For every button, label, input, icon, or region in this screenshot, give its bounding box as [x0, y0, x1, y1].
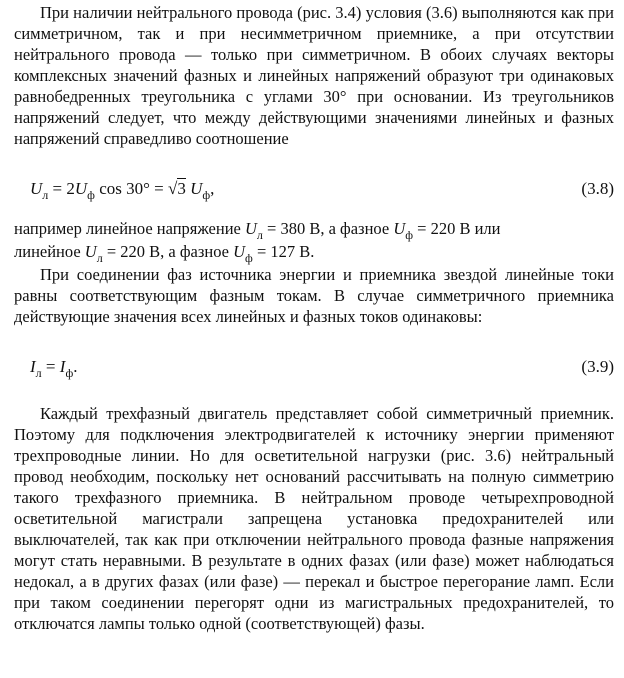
equation-3-9: [30, 356, 614, 380]
equation-3-8-formula: $U_л = 2U_ф$ cos 30° = √3 $U_ф$,: [30, 179, 215, 202]
paragraph-neutral-wire-conditions: При наличии нейтрального провода (рис. 3.4) условия (3.6) выполняются как при симметричном, так и при несимметричном приемнике, а при отсутствии нейтрального провода — только при симметричном. В обоих случаях векторы комплексных значений фазных и линейных напряжений образуют три одинаковых равнобедренных треугольника с углами 30° при основании. Из треугольников напряжений следует, что между действующими значениями линейных и фазных напряжений справедливо соотношение: [14, 3, 614, 148]
paragraph-star-connection-currents: При соединении фаз источника энергии и приемника звездой линейные токи равны соответствующим фазным токам. В случае симметричного приемника действующие значения всех линейных и фазных токов одинаковы:: [14, 265, 614, 326]
paragraph-three-phase-motors-lighting: Каждый трехфазный двигатель представляет собой симметричный приемник. Поэтому для подключения электродвигателей к источнику энергии применяют трехпроводные линии. Но для осветительной нагрузки (рис. 3.6) нейтральный провод необходим, поскольку нет оснований рассчитывать на полную симметрию такого трехфазного приемника. В нейтральном проводе четырехпроводной осветительной магистрали запрещена установка предохранителей или выключателей, так как при отключении нейтрального провода фазные напряжения могут стать неравными. В результате в одних фазах (или фазе) может наблюдаться недокал, а в других фазах (или фазе) — перекал и быстрое перегорание ламп. Если при таком соединении перегорят одни из магистральных предохранителей, то отключатся лампы только одной (соответствующей) фазы.: [14, 404, 614, 633]
equation-number-3-9: (3.9): [581, 357, 614, 376]
equation-3-8: [30, 178, 614, 202]
equation-number-3-8: (3.8): [581, 179, 614, 198]
equation-3-9-formula: $I_л = I_ф$.: [30, 357, 78, 380]
paragraph-voltage-example: например линейное напряжение $U_л = 380$ В, а фазное $U_ф = 220$ В или линейное $U_л = 220$ В, а фазное $U_ф = 127$ В.: [14, 219, 501, 265]
